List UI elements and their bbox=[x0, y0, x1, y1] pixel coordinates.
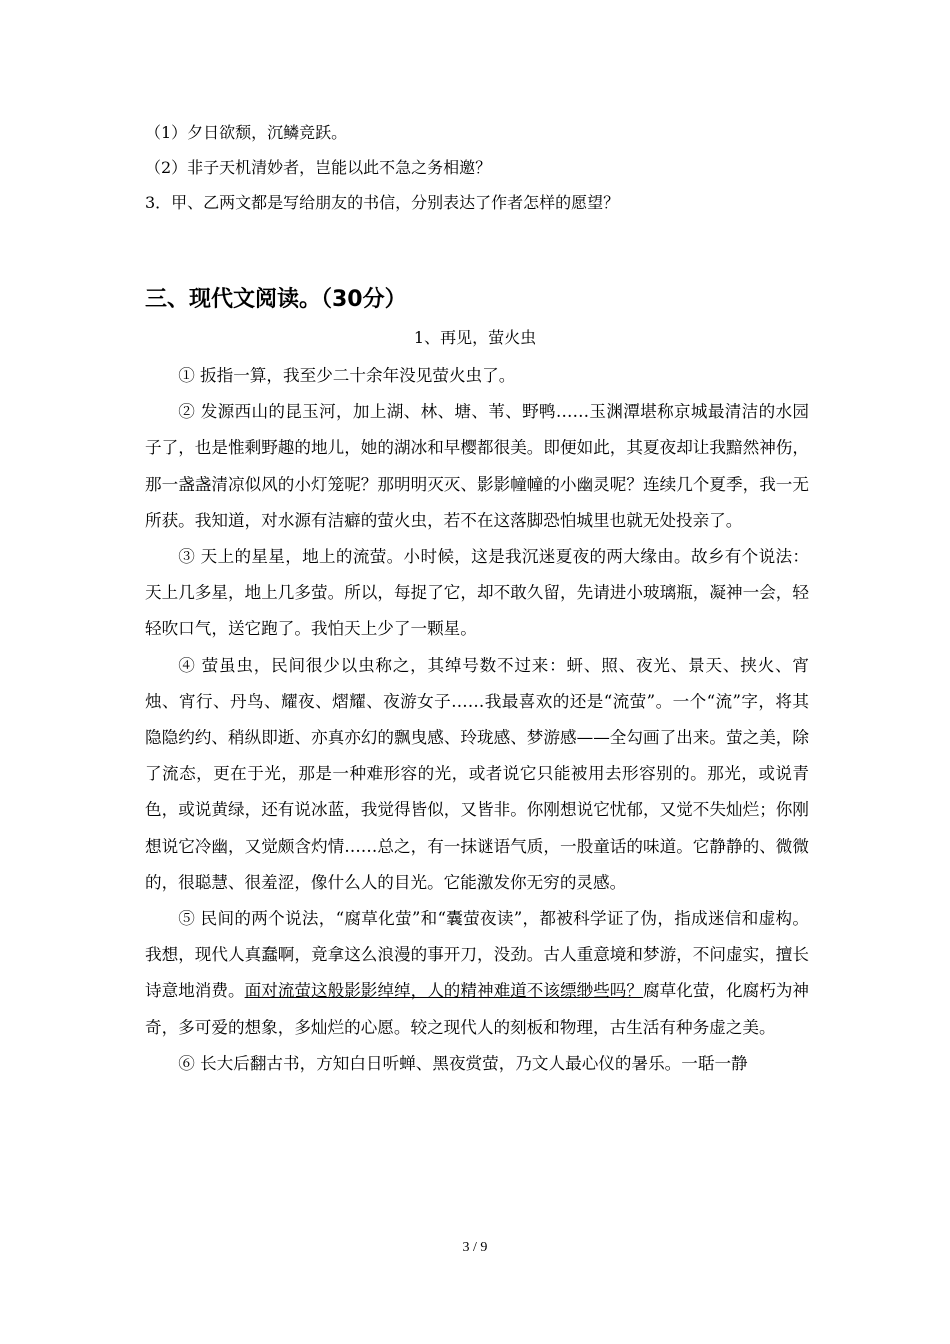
paragraph-5-text-before: ⑤ 民间的两个说法，“腐草化萤”和“囊萤夜读”，都被科学证了伪，指成迷信和虚构。我想，现代人真蠢啊，竟拿这么浪漫的事开刀，没劲。古人重意境和梦游，不问虚实，擅长诗意地消费。 bbox=[145, 909, 809, 1001]
question-line-1: （1）夕日欲颓，沉鳞竞跃。 bbox=[145, 123, 348, 142]
paragraph-2: ② 发源西山的昆玉河，加上湖、林、塘、苇、野鸭……玉渊潭堪称京城最清洁的水园子了，也是惟剩野趣的地儿，她的湖冰和早樱都很美。即便如此，其夏夜却让我黯然神伤，那一盏盏清凉似风的小灯笼呢？那明明灭灭、影影幢幢的小幽灵呢？连续几个夏季，我一无所获。我知道，对水源有洁癖的萤火虫，若不在这落脚恐怕城里也就无处投亲了。 bbox=[145, 402, 809, 530]
question-line-3: 3．甲、乙两文都是写给朋友的书信，分别表达了作者怎样的愿望？ bbox=[145, 193, 620, 212]
section-title: 三、现代文阅读。（30分） bbox=[145, 287, 407, 312]
paragraph-5 bbox=[145, 901, 809, 1046]
underlined-sentence: 面对流萤这般影影绰绰，人的精神难道不该缥缈些吗？ bbox=[244, 981, 644, 1001]
paragraph-3: ③ 天上的星星，地上的流萤。小时候，这是我沉迷夏夜的两大缘由。故乡有个说法：天上几多星，地上几多萤。所以，每捉了它，却不敢久留，先请进小玻璃瓶，凝神一会，轻轻吹口气，送它跑了。我怕天上少了一颗星。 bbox=[145, 547, 809, 639]
paragraph-1: ① 扳指一算，我至少二十余年没见萤火虫了。 bbox=[178, 366, 516, 385]
paragraph-5-text-after: 腐草化萤，化腐朽为神奇，多可爱的想象，多灿烂的心愿。较之现代人的刻板和物理，古生活有种务虚之美。 bbox=[145, 981, 810, 1037]
page-number: 3 / 9 bbox=[462, 1240, 488, 1255]
article-body bbox=[145, 358, 809, 1082]
paragraph-6: ⑥ 长大后翻古书，方知白日听蝉、黑夜赏萤，乃文人最心仪的暑乐。一聒一静 bbox=[178, 1053, 748, 1073]
question-line-2: （2）非子天机清妙者，岂能以此不急之务相邀？ bbox=[145, 158, 492, 177]
paragraph-4: ④ 萤虽虫，民间很少以虫称之，其绰号数不过来：蚈、照、夜光、景天、挟火、宵烛、宵行、丹鸟、耀夜、熠耀、夜游女子……我最喜欢的还是“流萤”。一个“流”字，将其隐隐约约、稍纵即逝、亦真亦幻的飘曳感、玲珑感、梦游感——全勾画了出来。萤之美，除了流态，更在于光，那是一种难形容的光，或者说它只能被用去形容别的。那光，或说青色，或说黄绿，还有说冰蓝，我觉得皆似，又皆非。你刚想说它忧郁，又觉不失灿烂；你刚想说它冷幽，又觉颇含灼情……总之，有一抹谜语气质，一股童话的味道。它静静的、微微的，很聪慧、很羞涩，像什么人的目光。它能激发你无穷的灵感。 bbox=[145, 655, 809, 892]
article-title: 1、再见，萤火虫 bbox=[413, 328, 537, 347]
